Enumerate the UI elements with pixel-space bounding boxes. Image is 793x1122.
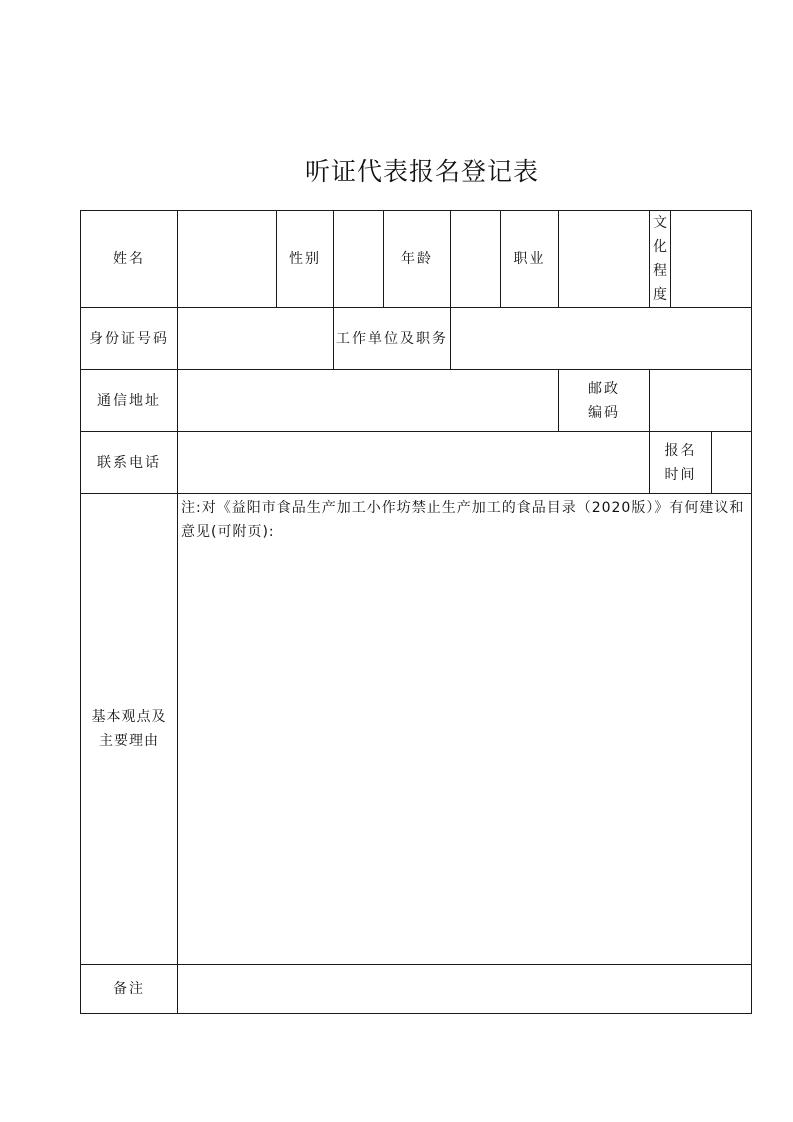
opinion-field[interactable]: [178, 494, 752, 965]
signup-time-cell: [650, 432, 752, 494]
row-remarks: [81, 965, 752, 1014]
address-label: 通信地址: [81, 370, 178, 432]
opinion-label-line2: 主要理由: [99, 733, 159, 749]
postcode-label-line2: 编码: [588, 404, 620, 421]
phone-field[interactable]: [178, 432, 650, 494]
row-opinion: [81, 494, 752, 965]
row-id-work: [81, 308, 752, 370]
occupation-label: 职业: [501, 211, 559, 308]
opinion-note-text: 注:对《益阳市食品生产加工小作坊禁止生产加工的食品目录（2020版）》有何建议和意见(可附页):: [181, 500, 745, 540]
remarks-label: 备注: [81, 965, 178, 1014]
occupation-field[interactable]: [559, 211, 650, 308]
education-field[interactable]: [671, 211, 752, 308]
row-phone: [81, 432, 752, 494]
registration-form-table: [80, 210, 752, 1014]
gender-label: 性别: [277, 211, 334, 308]
address-field[interactable]: [178, 370, 559, 432]
id-number-field[interactable]: [178, 308, 334, 370]
education-label-line2: 程度: [653, 263, 667, 303]
age-field[interactable]: [451, 211, 501, 308]
page-title: 听证代表报名登记表: [304, 157, 539, 186]
opinion-label-line1: 基本观点及: [91, 709, 167, 725]
age-label: 年龄: [384, 211, 451, 308]
phone-label: 联系电话: [81, 432, 178, 494]
signup-time-label: [650, 432, 712, 493]
work-unit-field[interactable]: [451, 308, 752, 370]
education-label: [650, 211, 671, 308]
work-unit-label: 工作单位及职务: [334, 308, 451, 370]
gender-field[interactable]: [334, 211, 384, 308]
row-address: [81, 370, 752, 432]
id-number-label: 身份证号码: [81, 308, 178, 370]
opinion-label: [81, 494, 178, 965]
name-label: 姓名: [81, 211, 178, 308]
postcode-label-line1: 邮政: [588, 380, 620, 397]
education-label-line1: 文化: [653, 215, 667, 255]
row-personal-info: [81, 211, 752, 308]
signup-time-field[interactable]: [712, 432, 752, 493]
signup-time-label-line2: 时间: [664, 466, 697, 483]
remarks-field[interactable]: [178, 965, 752, 1014]
signup-time-label-line1: 报名: [664, 442, 697, 459]
postcode-field[interactable]: [650, 370, 752, 432]
postcode-label: [559, 370, 650, 432]
name-field[interactable]: [178, 211, 277, 308]
